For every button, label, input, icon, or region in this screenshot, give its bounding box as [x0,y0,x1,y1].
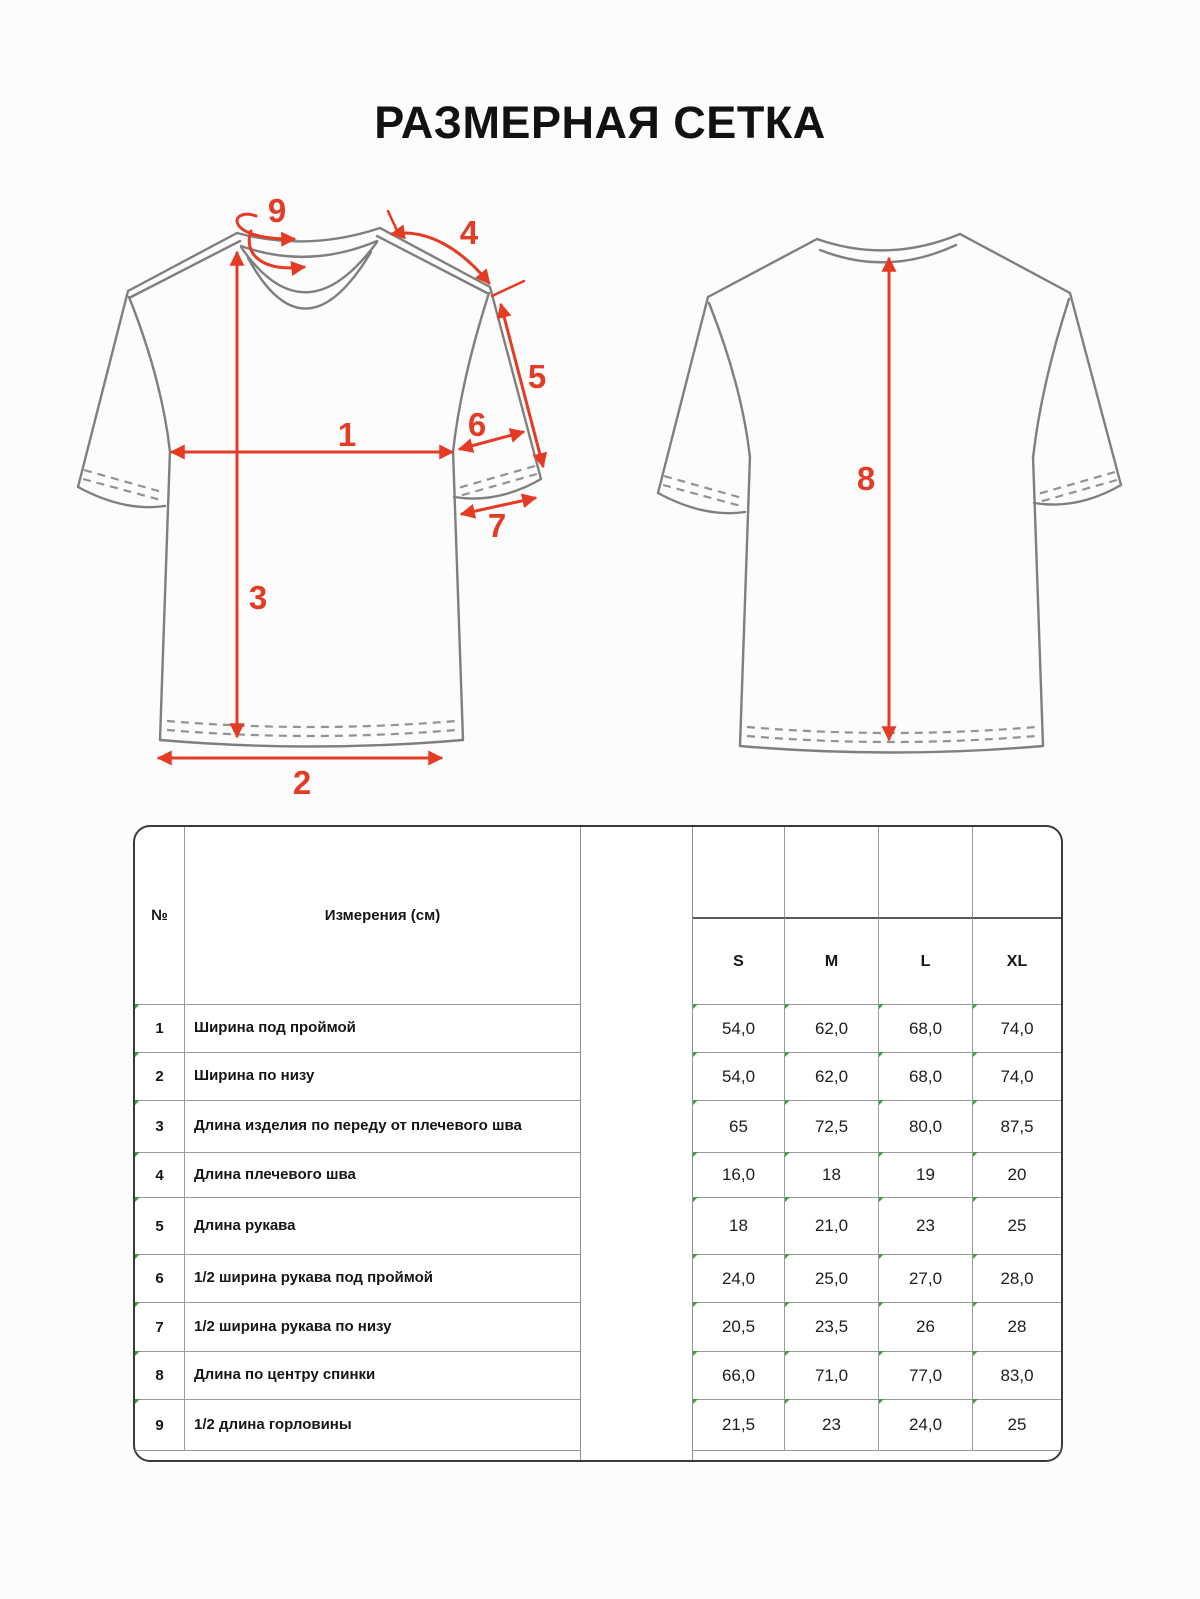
size-value-cell: 66,0 [693,1351,785,1399]
size-value-cell: 28,0 [973,1254,1061,1302]
measurement-name: 1/2 длина горловины [185,1399,580,1451]
size-value-cell: 20 [973,1152,1061,1197]
size-value-cell: 21,0 [785,1197,879,1254]
size-value-cell: 24,0 [879,1399,973,1451]
size-value-cell: 24,0 [693,1254,785,1302]
size-value-cell: 18 [693,1197,785,1254]
size-value-cell: 65 [693,1100,785,1152]
size-value-cell: 68,0 [879,1052,973,1100]
size-header-l: L [879,917,973,1004]
size-value-cell: 23 [879,1197,973,1254]
size-value-cell: 74,0 [973,1052,1061,1100]
size-value-cell: 71,0 [785,1351,879,1399]
row-number: 2 [135,1052,185,1100]
size-value-cell: 54,0 [693,1052,785,1100]
row-number: 7 [135,1302,185,1351]
size-values-subtable [692,827,1061,1460]
row-number: 1 [135,1004,185,1052]
measure-5-label: 5 [527,358,547,395]
measure-5-tick-shoulder [492,281,524,296]
row-number: 5 [135,1197,185,1254]
measurement-name: 1/2 ширина рукава под проймой [185,1254,580,1302]
measurement-annotations [159,192,889,801]
measurement-name: Длина по центру спинки [185,1351,580,1399]
measure-6-label: 6 [467,406,487,443]
front-collar-outline [237,228,380,309]
col-header-number: № [135,827,185,1004]
row-number: 6 [135,1254,185,1302]
size-value-cell: 80,0 [879,1100,973,1152]
size-header-xl: XL [973,917,1061,1004]
size-value-cell: 54,0 [693,1004,785,1052]
measurement-name: 1/2 ширина рукава по низу [185,1302,580,1351]
size-table [133,825,1063,1462]
size-value-cell: 62,0 [785,1004,879,1052]
col-header-measurements: Измерения (см) [324,907,441,924]
measure-4-label: 4 [459,214,479,251]
size-value-cell: 20,5 [693,1302,785,1351]
size-header-m: M [785,917,879,1004]
measure-1-label: 1 [337,416,357,453]
measure-2-bottom-width [159,758,441,801]
measure-4-tick-collar [388,211,399,235]
size-value-cell: 27,0 [879,1254,973,1302]
size-value-cell: 21,5 [693,1399,785,1451]
size-value-cell: 18 [785,1152,879,1197]
size-value-cell: 68,0 [879,1004,973,1052]
size-value-cell: 25 [973,1197,1061,1254]
size-value-cell: 62,0 [785,1052,879,1100]
size-value-cell: 28 [973,1302,1061,1351]
size-value-cell: 87,5 [973,1100,1061,1152]
measure-8-back-center-length [857,259,889,739]
header-blank-cell [785,827,879,917]
header-blank-cell [879,827,973,917]
front-body-outline [78,228,541,747]
measure-8-label: 8 [856,460,876,497]
size-value-cell: 77,0 [879,1351,973,1399]
measurement-name: Ширина по низу [185,1052,580,1100]
measure-3-front-length [237,253,267,736]
measure-9-label: 9 [267,192,287,229]
measure-6-sleeve-width-armhole [460,406,523,449]
measurement-name: Ширина под проймой [185,1004,580,1052]
size-value-cell: 25 [973,1399,1061,1451]
row-number: 3 [135,1100,185,1152]
measurement-name: Длина плечевого шва [185,1152,580,1197]
row-number: 8 [135,1351,185,1399]
measurement-name: Длина рукава [185,1197,580,1254]
measure-3-label: 3 [248,579,268,616]
measure-1-chest-width [172,416,452,453]
measure-7-sleeve-bottom-width [462,498,535,544]
front-shirt-drawing [78,228,541,747]
size-value-cell: 74,0 [973,1004,1061,1052]
size-value-cell: 25,0 [785,1254,879,1302]
row-number: 9 [135,1399,185,1451]
size-header-s: S [693,917,785,1004]
page-title: РАЗМЕРНАЯ СЕТКА [374,97,826,148]
size-value-cell: 23,5 [785,1302,879,1351]
measure-7-label: 7 [487,507,507,544]
size-value-cell: 83,0 [973,1351,1061,1399]
size-value-cell: 19 [879,1152,973,1197]
header-blank-cell [973,827,1061,917]
size-value-cell: 72,5 [785,1100,879,1152]
size-value-cell: 23 [785,1399,879,1451]
measure-2-label: 2 [292,764,312,801]
measure-4-shoulder-seam [388,211,489,283]
header-blank-cell [693,827,785,917]
row-number: 4 [135,1152,185,1197]
size-value-cell: 16,0 [693,1152,785,1197]
measurement-name: Длина изделия по переду от плечевого шва [185,1100,580,1152]
size-value-cell: 26 [879,1302,973,1351]
measurement-names-subtable [135,827,581,1460]
